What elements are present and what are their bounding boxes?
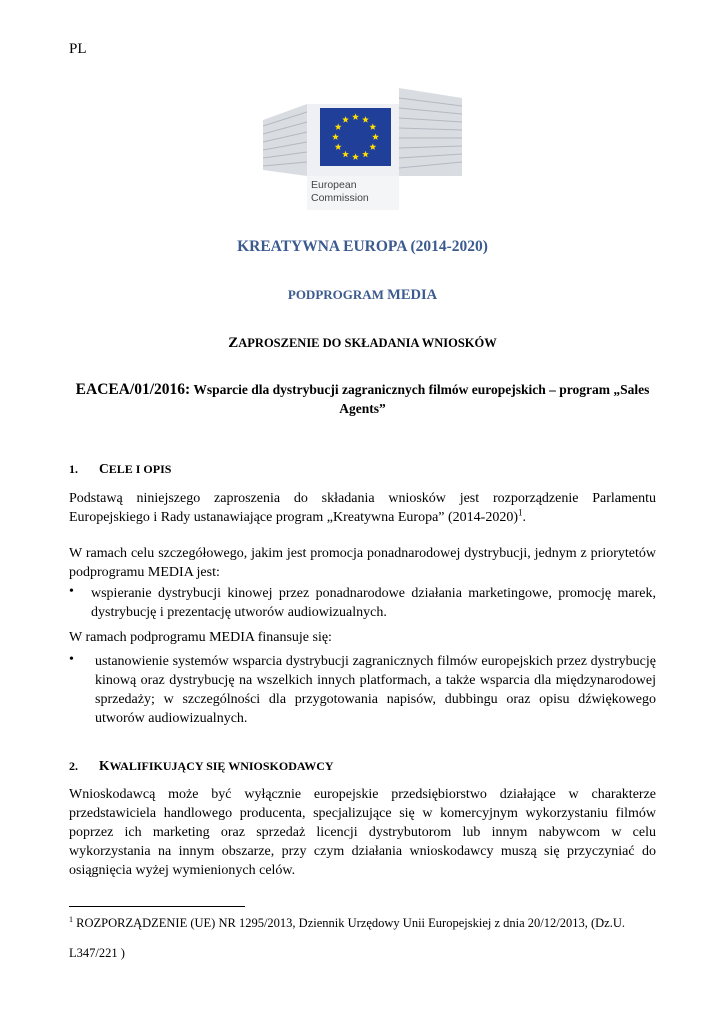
section1-heading-rest: ELE I OPIS (108, 462, 172, 476)
section1-paragraph1-end: . (522, 510, 527, 525)
language-code: PL (69, 41, 87, 57)
subprogram-prefix: PODPROGRAM (287, 287, 384, 302)
subprogram-heading (60, 287, 665, 304)
section1-bullet2: ustanowienie systemów wsparcia dystrybucji zagranicznych filmów europejskich przez dystrybucję kinową oraz dystrybucję na wszelkich innych platformach, a także wsparcia dla międzynarodowej sprzedaży; w szczególności dla przygotowania napisów, dubbingu oraz opisu dźwiękowego utworów audiowizualnych. (95, 654, 656, 726)
section2-number: 2. (69, 759, 78, 773)
footnote-text: ROZPORZĄDZENIE (UE) NR 1295/2013, Dziennik Urzędowy Unii Europejskiej z dnia 20/12/2013, (Dz.U. (76, 916, 625, 931)
reference-text: Wsparcie dla dystrybucji zagranicznych filmów europejskich – program „Sales Agents” (193, 382, 650, 416)
section1-paragraph1 (69, 489, 656, 527)
section2-paragraph1: Wnioskodawcą może być wyłącznie europejskie przedsiębiorstwo działające w charakterze przedstawiciela handlowego producenta, specjalizujące się w komercyjnym wykorzystaniu filmów poprzez ich marketing oraz sprzedaż licencji dystrybutorom lub innym nabywcom w celu wykorzystania na innym obszarze, przy czym działania wnioskodawcy muszą się przyczyniać do osiągnięcia wyżej wymienionych celów. (69, 787, 656, 878)
footnote-divider (69, 906, 245, 907)
call-heading (60, 335, 665, 352)
subprogram-name: MEDIA (387, 287, 438, 303)
section1-first-letter: C (99, 461, 109, 476)
call-first-letter: Z (228, 335, 239, 351)
reference-heading (60, 380, 665, 418)
section2-heading-rest: WALIFIKUJĄCY SIĘ WNIOSKODAWCY (109, 759, 334, 773)
footnote (69, 915, 625, 931)
section1-bullet1: wspieranie dystrybucji kinowej przez ponadnarodowe działania marketingowe, promocję marek, dystrybucję i prezentację utworów audiowizualnych. (91, 586, 656, 620)
program-title: KREATYWNA EUROPA (2014-2020) (237, 238, 488, 255)
footnote-marker: 1 (69, 915, 73, 924)
logo-line1: European (311, 179, 357, 191)
reference-code: EACEA/01/2016: (75, 381, 191, 398)
bullet-icon: • (69, 584, 74, 599)
commission-building-icon (263, 84, 462, 210)
section2-heading (69, 758, 334, 774)
footnote-reference[interactable]: 1 (518, 507, 523, 518)
section1-paragraph2: W ramach celu szczegółowego, jakim jest promocja ponadnarodowej dystrybucji, jednym z priorytetów podprogramu MEDIA jest: (69, 546, 656, 580)
call-heading-rest: APROSZENIE DO SKŁADANIA WNIOSKÓW (238, 336, 497, 350)
section2-first-letter: K (99, 758, 110, 773)
bullet-icon: • (69, 652, 74, 667)
section1-heading (69, 461, 171, 477)
european-commission-logo (263, 84, 462, 210)
section1-number: 1. (69, 462, 78, 476)
footnote-continuation: L347/221 ) (69, 946, 125, 960)
section1-paragraph1-text: Podstawą niniejszego zaproszenia do składania wniosków jest rozporządzenie Parlamentu Europejskiego i Rady ustanawiające program „Kreatywna Europa” (2014-2020) (69, 491, 656, 525)
logo-line2: Commission (311, 192, 369, 204)
section1-paragraph3: W ramach podprogramu MEDIA finansuje się: (69, 630, 332, 645)
